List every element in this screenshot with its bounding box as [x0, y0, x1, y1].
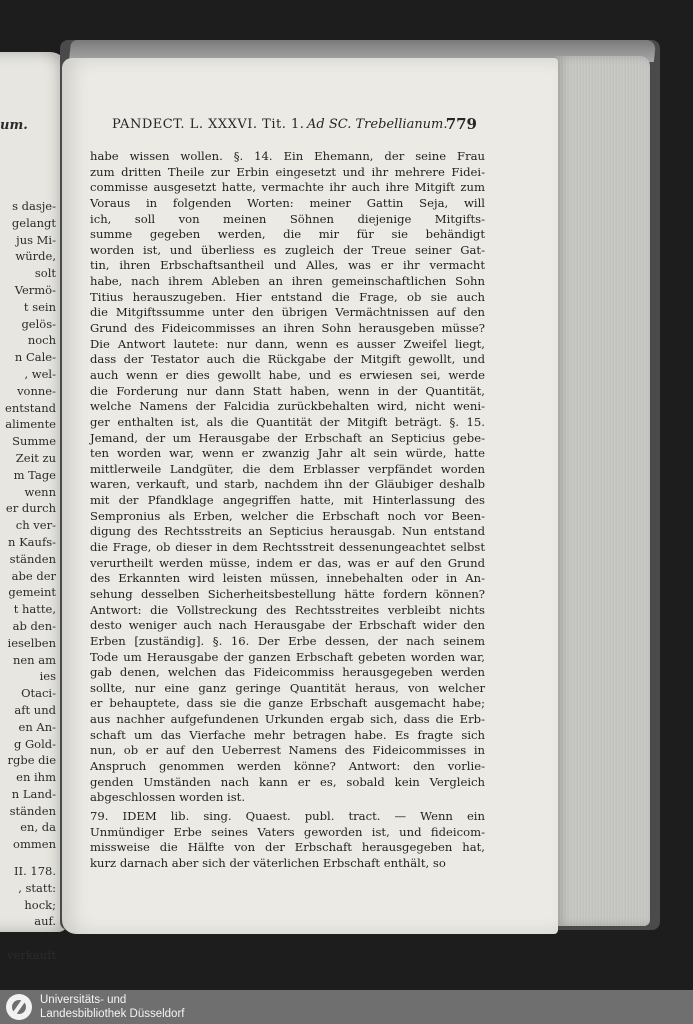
previous-page-line: , statt: [18, 880, 56, 895]
previous-page-line: ständen [9, 551, 56, 566]
page-body-text [90, 149, 485, 871]
previous-page-line: hock; [24, 897, 56, 912]
previous-page-line: g Gold- [13, 736, 56, 751]
text-line: abgeschlossen worden ist. [90, 790, 246, 805]
previous-page-line: nen am [12, 652, 56, 667]
text-line: missweise die Hälfte von der Erbschaft herausgegeben hat, [90, 840, 485, 855]
previous-page-line: t sein [23, 299, 56, 314]
previous-page-edge [0, 52, 68, 963]
text-line: 79. IDEM lib. sing. Quaest. publ. tract. — Wenn ein [90, 808, 485, 823]
text-line: auch wenn er dies gewollt habe, und es erwiesen sei, werde [90, 367, 485, 382]
previous-page-line: Vermö- [14, 282, 56, 297]
previous-page-line: rgbe die [7, 753, 56, 768]
text-line: zum dritten Theile zur Erbin eingesetzt und ihr mehrere Fidei- [90, 164, 485, 179]
text-line: nun, ob er auf den Ueberrest Namens des Fideicommisses in [90, 743, 485, 758]
text-line: dass der Testator auch die Rückgabe der Mitgift gewollt, und [90, 352, 485, 367]
text-line: Erben [zuständig]. §. 16. Der Erbe dessen, der nach seinem [90, 633, 485, 648]
text-line: Titius herauszugeben. Hier entstand die Frage, ob sie auch [90, 289, 485, 304]
previous-page-line: ab den- [12, 618, 56, 633]
text-line: commisse ausgesetzt hatte, vermachte ihr auch ihre Mitgift zum [90, 180, 485, 195]
previous-page-line: entstand [5, 400, 56, 415]
previous-page-line: II. 178. [13, 864, 56, 879]
text-line: ich, soll von meinen Söhnen diejenige Mitgifts- [90, 211, 485, 226]
previous-page-line: ies [39, 669, 56, 684]
text-line: aus nachher aufgefundenen Urkunden ergab sich, dass die Erb- [90, 712, 485, 727]
previous-page-line: noch [27, 333, 56, 348]
previous-page-line: solt [34, 266, 56, 281]
previous-page-line: würde, [15, 249, 56, 264]
page-number: 779 [445, 115, 477, 133]
text-line: ten worden war, wenn er zwanzig Jahr alt sein würde, hatte [90, 446, 485, 461]
previous-page-line: en An- [18, 719, 56, 734]
previous-page-line: en ihm [16, 770, 56, 785]
text-line: digung des Rechtsstreits an Septicius herausgab. Nun entstand [90, 524, 485, 539]
previous-page-line: Otaci- [21, 686, 56, 701]
previous-page-line: m Tage [13, 467, 56, 482]
library-name-line1: Universitäts- und [40, 994, 127, 1006]
text-line: Sempronius als Erben, welcher die Erbschaft noch vor Been- [90, 508, 485, 523]
text-line: die Frage, ob dieser in dem Rechtsstreit dessenungeachtet selbst [90, 540, 485, 555]
text-line: schaft um das Vierfache mehr betragen habe. Es fragte sich [90, 727, 485, 742]
library-name [40, 993, 184, 1021]
previous-page-line: , wel- [24, 366, 56, 381]
text-line: habe, nach ihrem Ableben an ihren gemeinschaftlichen Sohn [90, 274, 485, 289]
text-line: waren, verkauft, und starb, nachdem ihn der Gläubiger deshalb [90, 477, 485, 492]
previous-page-line: n Land- [11, 786, 56, 801]
text-line: die Forderung nur dann Statt haben, wenn in der Quantität, [90, 383, 485, 398]
text-line: des Erkannten wird leisten müssen, innebehalten oder in An- [90, 571, 485, 586]
previous-page-line: ständen [9, 803, 56, 818]
text-line: die Mitgiftssumme unter den übrigen Vermächtnissen auf den [90, 305, 485, 320]
text-line: tin, ihren Erbschaftsantheil und Alles, was er ihr vermacht [90, 258, 485, 273]
previous-page-line: t hatte, [13, 602, 56, 617]
running-head-title: Ad SC. Trebellianum. [307, 117, 448, 132]
text-line: mit der Pfandklage angegriffen hatte, mit Hinterlassung des [90, 493, 485, 508]
previous-page-line: auf. [34, 914, 56, 929]
previous-page-line: wenn [24, 484, 56, 499]
previous-page-line: Summe [12, 434, 56, 449]
previous-page-line: gelös- [21, 316, 56, 331]
previous-page-line: er durch [5, 501, 56, 516]
ulb-logo-icon [6, 994, 32, 1020]
text-line: genden Umständen nach kann er es, sobald kein Vergleich [90, 774, 485, 789]
text-line: mittlerweile Landgüter, die dem Erblasser verpfändet worden [90, 461, 485, 476]
text-line: habe wissen wollen. §. 14. Ein Ehemann, der seine Frau [90, 149, 485, 163]
previous-page-line: abe der [11, 568, 56, 583]
text-line: desto weniger auch nach Herausgabe der Erbschaft wider den [90, 618, 485, 633]
text-line: Anspruch genommen werden könne? Antwort: den vorlie- [90, 758, 485, 773]
previous-page-line: n Kaufs- [8, 534, 56, 549]
text-line: kurz darnach aber sich der väterlichen Erbschaft enthält, so [90, 855, 446, 870]
library-name-line2: Landesbibliothek Düsseldorf [40, 1008, 185, 1020]
text-line: Jemand, der um Herausgabe der Erbschaft an Septicius gebe- [90, 430, 485, 445]
text-line: Voraus in folgenden Worten: meiner Gattin Seja, will [90, 195, 485, 210]
previous-page-line: s dasje- [12, 199, 56, 213]
previous-page-line: ommen [13, 837, 56, 852]
previous-page-line: vonne- [17, 383, 56, 398]
previous-page-text [0, 198, 56, 964]
previous-page-line: alimente [5, 417, 56, 432]
text-line: summe gegeben werden, die mir für sie behändigt [90, 227, 485, 242]
previous-page-line: ch ver- [15, 518, 56, 533]
text-line: Antwort: die Vollstreckung des Rechtsstreites verbleibt nichts [90, 602, 485, 617]
previous-page-line: ieselben [7, 635, 56, 650]
previous-page-header: um. [0, 118, 28, 133]
text-line: welche Namens der Falcidia zurückbehalten wird, nicht weni- [90, 399, 485, 414]
previous-page-line: verkauft [7, 948, 56, 963]
text-line: er behauptete, dass sie die ganze Erbschaft ausgemacht habe; [90, 696, 485, 711]
text-line: Die Antwort lautete: nur dann, wenn es ausser Zweifel liegt, [90, 336, 485, 351]
running-head [112, 115, 477, 135]
previous-page-line: gelangt [11, 215, 56, 230]
previous-page-line: n Cale- [14, 350, 56, 365]
previous-page-line: jus Mi- [16, 232, 56, 247]
text-line: Unmündiger Erbe seines Vaters geworden ist, und fideicom- [90, 824, 485, 839]
text-line: ger enthalten ist, als die Quantität der Mitgift beträgt. §. 15. [90, 414, 485, 429]
running-head-citation: PANDECT. L. XXXVI. Tit. 1. [112, 117, 305, 132]
library-footer-bar [0, 990, 693, 1024]
text-line: worden ist, und überliess es zugleich der Treue seiner Gat- [90, 242, 485, 257]
previous-page-line: Zeit zu [15, 450, 56, 465]
page-stack-edge [556, 56, 650, 926]
text-line: sollte, nur eine ganz geringe Quantität heraus, von welcher [90, 680, 485, 695]
previous-page-line: aft und [14, 702, 56, 717]
text-line: Tode um Herausgabe der ganzen Erbschaft gebeten worden war, [90, 649, 485, 664]
text-line: verurtheilt werden müsse, indem er das, was er auf den Grund [90, 555, 485, 570]
previous-page-line: gemeint [8, 585, 56, 600]
previous-page-line: en, da [20, 820, 56, 835]
text-line: sehung desselben Sicherheitsbestellung hätte fordern können? [90, 586, 485, 601]
text-line: Grund des Fideicommisses an ihren Sohn herausgeben müsse? [90, 321, 485, 336]
previous-page-line [0, 930, 56, 947]
text-line: gab denen, welchen das Fideicommiss herausgegeben werden [90, 665, 485, 680]
